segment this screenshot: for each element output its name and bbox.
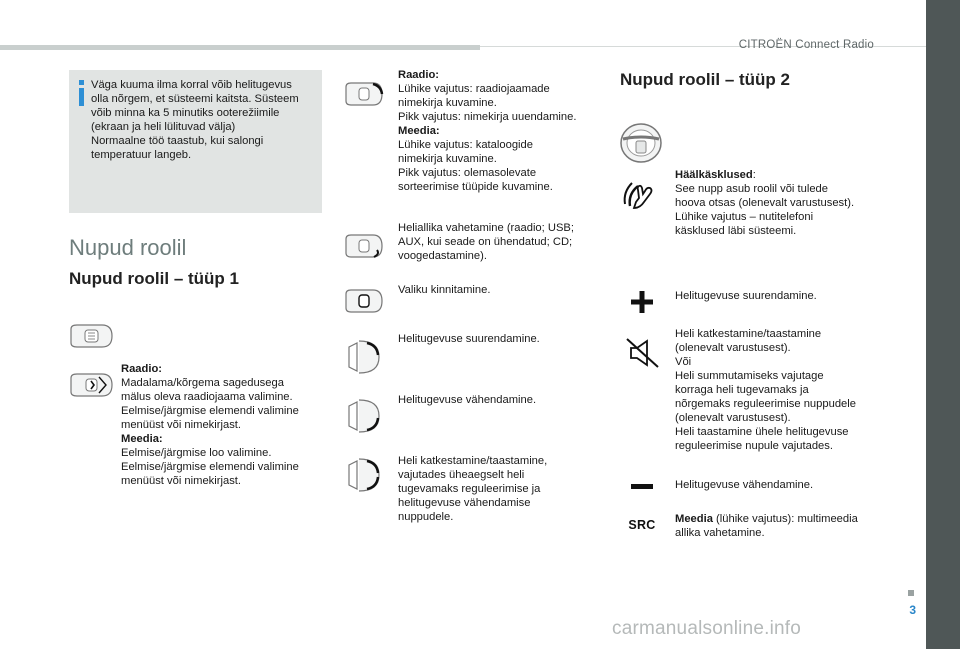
section-title: Nupud roolil: [69, 235, 187, 260]
stalk-source-icon: [343, 232, 385, 260]
stalk-button-icon: [343, 80, 385, 108]
side-bar: [926, 0, 960, 649]
type1-radio-description: Raadio: Madalama/kõrgema sagedusega mälus oleva raadiojaama valimine. Eelmise/järgmise elemendi valimine menüüst või nimekirjast. Meedia: Eelmise/järgmise loo valimine. Eelmise/järgmise elemendi valimine menüüst või nimekirjast.: [121, 363, 299, 487]
mute-type2-description: Heli katkestamine/taastamine (olenevalt varustusest). Või Heli summutamiseks vajutage korraga heli tugevamaks ja nõrgemaks reguleerimise nuppudele (olenevalt varustusest). Heli taastamine ühele helitugevuse reguleerimise nupule vajutades.: [675, 328, 856, 452]
mute-description: Heli katkestamine/taastamine, vajutades üheaegselt heli tugevamaks reguleerimise ja helitugevuse vähendamise nuppudele.: [398, 455, 548, 523]
minus-icon: [630, 482, 654, 492]
steering-stalk-icon: [68, 320, 116, 352]
type1-title: Nupud roolil – tüüp 1: [69, 269, 239, 288]
brand-header: CITROËN Connect Radio: [738, 39, 874, 51]
volume-down-type2-description: Helitugevuse vähendamine.: [675, 479, 814, 491]
voice-command-icon: [620, 178, 660, 212]
watermark: carmanualsonline.info: [612, 618, 802, 639]
stalk-volume-up-icon: [343, 337, 385, 377]
stalk-confirm-icon: [343, 288, 385, 314]
steering-wheel-icon: [618, 121, 664, 165]
volume-up-type2-description: Helitugevuse suurendamine.: [675, 290, 817, 302]
source-change-description: Heliallika vahetamine (raadio; USB; AUX, kui seade on ühendatud; CD; voogedastamine).: [398, 222, 574, 262]
top-rule: [0, 45, 480, 50]
stalk-volume-down-icon: [343, 396, 385, 436]
src-button-label: SRC: [628, 518, 656, 532]
type2-title: Nupud roolil – tüüp 2: [620, 70, 790, 89]
plus-icon: [630, 290, 654, 314]
page-marker: [908, 590, 914, 596]
stalk-wheel-icon: [68, 371, 116, 399]
volume-down-description: Helitugevuse vähendamine.: [398, 394, 537, 406]
info-box: [69, 70, 322, 213]
type2-radio-description: Raadio: Lühike vajutus: raadiojaamade nimekirja kuvamine. Pikk vajutus: nimekirja uuendamine. Meedia: Lühike vajutus: kataloogide nimekirja kuvamine. Pikk vajutus: olemasolevate sorteerimise tüüpide kuvamine.: [398, 69, 577, 193]
voice-command-description: Häälkäsklused: See nupp asub roolil või tulede hoova otsas (olenevalt varustusest). Lühike vajutus – nutitelefoni käsklused läbi süsteemi.: [675, 169, 855, 237]
info-text: Väga kuuma ilma korral võib helitugevus olla nõrgem, et süsteemi kaitsta. Süsteem võib minna ka 5 minutiks ooterežiimile (ekraan ja heli lülituvad välja) Normaalne töö taastub, kui salongi temperatuur langeb.: [91, 79, 299, 161]
page-number: 3: [909, 603, 916, 617]
stalk-mute-icon: [343, 455, 385, 495]
media-source-description: Meedia (lühike vajutus): multimeedia allika vahetamine.: [675, 513, 858, 539]
mute-speaker-icon: [625, 336, 661, 370]
info-icon: [79, 80, 84, 106]
confirm-description: Valiku kinnitamine.: [398, 284, 491, 296]
volume-up-description: Helitugevuse suurendamine.: [398, 333, 540, 345]
